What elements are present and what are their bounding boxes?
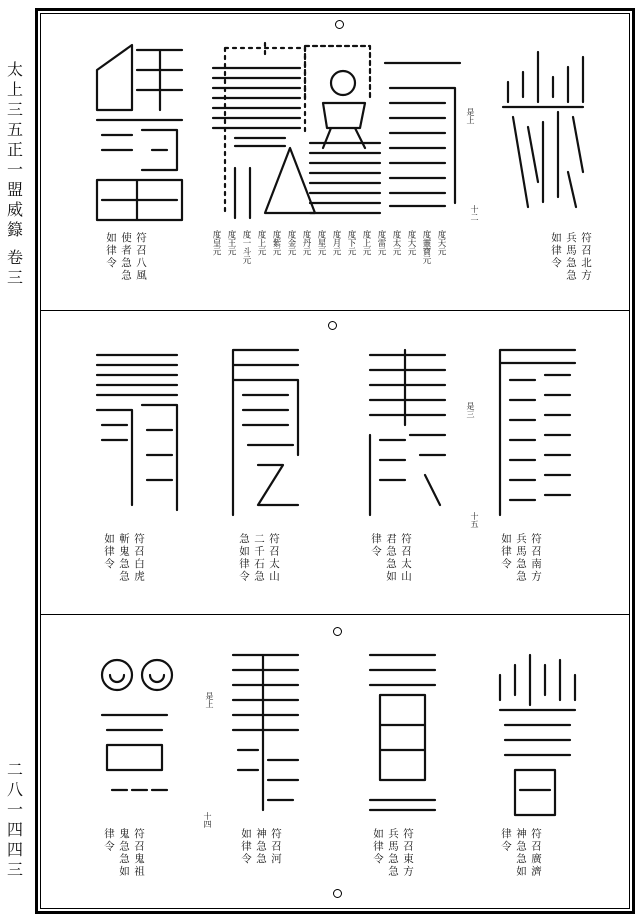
talisman-guangji: [495, 645, 580, 825]
caption-eight-winds: 符召八風 使者急急 如律令: [105, 232, 147, 282]
talisman-north-soldiers: [498, 42, 588, 212]
talisman-river-god: [228, 650, 303, 815]
talisman-white-tiger: [92, 345, 182, 520]
margin-title: 太 上 三 五 正 一 盟 威 籙 卷 三: [6, 60, 23, 287]
caption-ghost-ancestor: 符召鬼祖 鬼急急如 律令: [103, 828, 145, 878]
caption-river-god: 符召河 神急急 如律令: [240, 828, 282, 866]
row-divider-1: [40, 310, 630, 311]
caption-north-soldiers: 符召北方 兵馬急急 如律令: [550, 232, 592, 282]
binding-ring-4: [333, 889, 342, 898]
caption-white-tiger: 符召白虎 斬鬼急急 如律令: [103, 533, 145, 583]
caption-star-deities: 度天元 度靈寶元 度大元 度太元 度雷元 度上元 度下元 度月元 度星元 度丹元 度金元 度紫元 度上元 度一斗元 度王元 度皇元: [211, 230, 446, 264]
caption-south-soldiers: 符召南方 兵馬急急 如律令: [500, 533, 542, 583]
note-row3-b: 十四: [203, 812, 212, 828]
note-row1-b: 十二: [470, 205, 479, 221]
talisman-taishan-official: [228, 345, 303, 520]
talisman-taishan-lord: [365, 345, 450, 520]
talisman-east-soldiers: [365, 650, 440, 815]
margin-page-number: 二 八 一 四 四 三: [6, 760, 23, 879]
binding-ring-3: [333, 627, 342, 636]
caption-taishan-lord: 符召太山 君急急如 律令: [370, 533, 412, 583]
talisman-star-deities: [205, 28, 465, 228]
note-row2-a: 是三: [466, 402, 475, 418]
caption-guangji: 符召廣濟 神急急如 律令: [500, 828, 542, 878]
binding-ring-2: [328, 321, 337, 330]
note-row2-b: 十五: [470, 512, 479, 528]
note-row1-a: 是上: [466, 108, 475, 124]
talisman-eight-winds: [92, 40, 187, 225]
talisman-ghost-ancestor: [92, 650, 177, 815]
caption-taishan-official: 符召太山 二千石急 急如律令: [238, 533, 280, 583]
caption-east-soldiers: 符召東方 兵馬急急 如律令: [372, 828, 414, 878]
talisman-south-soldiers: [495, 345, 580, 520]
row-divider-2: [40, 614, 630, 615]
note-row3-a: 是上: [205, 692, 214, 708]
